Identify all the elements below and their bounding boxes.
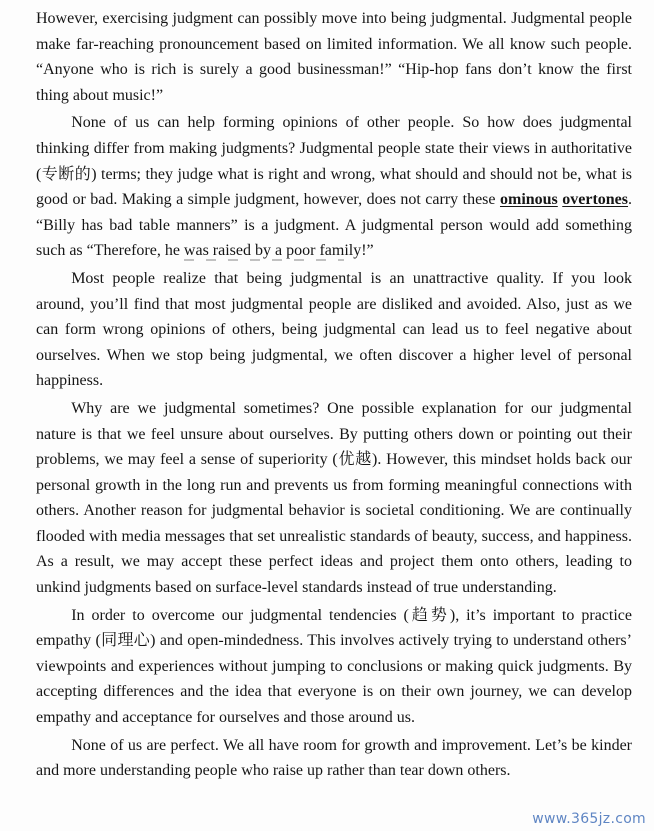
paragraph-2-after: . “Billy has bad table manners” is a judgment. A judgmental person would add something such as “Therefore, he was raised by a poor family!” xyxy=(36,191,633,260)
scan-streak-decoration xyxy=(184,259,344,261)
paragraph-2 xyxy=(36,110,632,264)
paragraph-1: However, exercising judgment can possibly move into being judgmental. Judgmental people make far-reaching pronouncement based on limited information. We all know such people. “Anyone who is rich is surely a good businessman!” “Hip-hop fans don’t know the first thing about music!” xyxy=(36,10,632,104)
emphasis-word-overtones: overtones xyxy=(562,191,629,209)
paragraph-3: Most people realize that being judgmental is an unattractive quality. If you look around, you’ll find that most judgmental people are disliked and avoided. Also, just as we can form wrong opinions of others, being judgmental can lead us to feel negative about ourselves. When we stop being judgmental, we often discover a higher level of personal happiness. xyxy=(36,269,632,390)
paragraph-2-before: None of us can help forming opinions of other people. So how does judgmental thinking differ from making judgments? Judgmental people state their views in authoritative (专断的) terms; they judge what is right and wrong, what should and should not be, what is good or bad. Making a simple judgment, however, does not carry these xyxy=(36,114,632,209)
watermark-logo: www.365jz.com xyxy=(532,811,646,827)
paragraph-5: In order to overcome our judgmental tendencies (趋势), it’s important to practice empathy (同理心) and open-mindedness. This involves actively trying to understand others’ viewpoints and experiences without jumping to conclusions or making quick judgments. By accepting differences and the idea that everyone is on their own journey, we can develop empathy and acceptance for ourselves and those around us. xyxy=(36,606,632,727)
emphasis-word-ominous: ominous xyxy=(499,191,558,209)
paragraph-4: Why are we judgmental sometimes? One possible explanation for our judgmental nature is that we feel unsure about ourselves. By putting others down or pointing out their problems, we may feel a sense of superiority (优越). However, this mindset holds back our personal growth in the long run and prevents us from forming meaningful connections with others. Another reason for judgmental behavior is societal conditioning. We are continually flooded with media messages that set unrealistic standards of beauty, success, and happiness. As a result, we may accept these perfect ideas and project them onto others, leading to unkind judgments based on surface-level standards instead of true understanding. xyxy=(36,399,632,597)
paragraph-6: None of us are perfect. We all have room for growth and improvement. Let’s be kinder and more understanding people who raise up rather than tear down others. xyxy=(36,736,632,780)
